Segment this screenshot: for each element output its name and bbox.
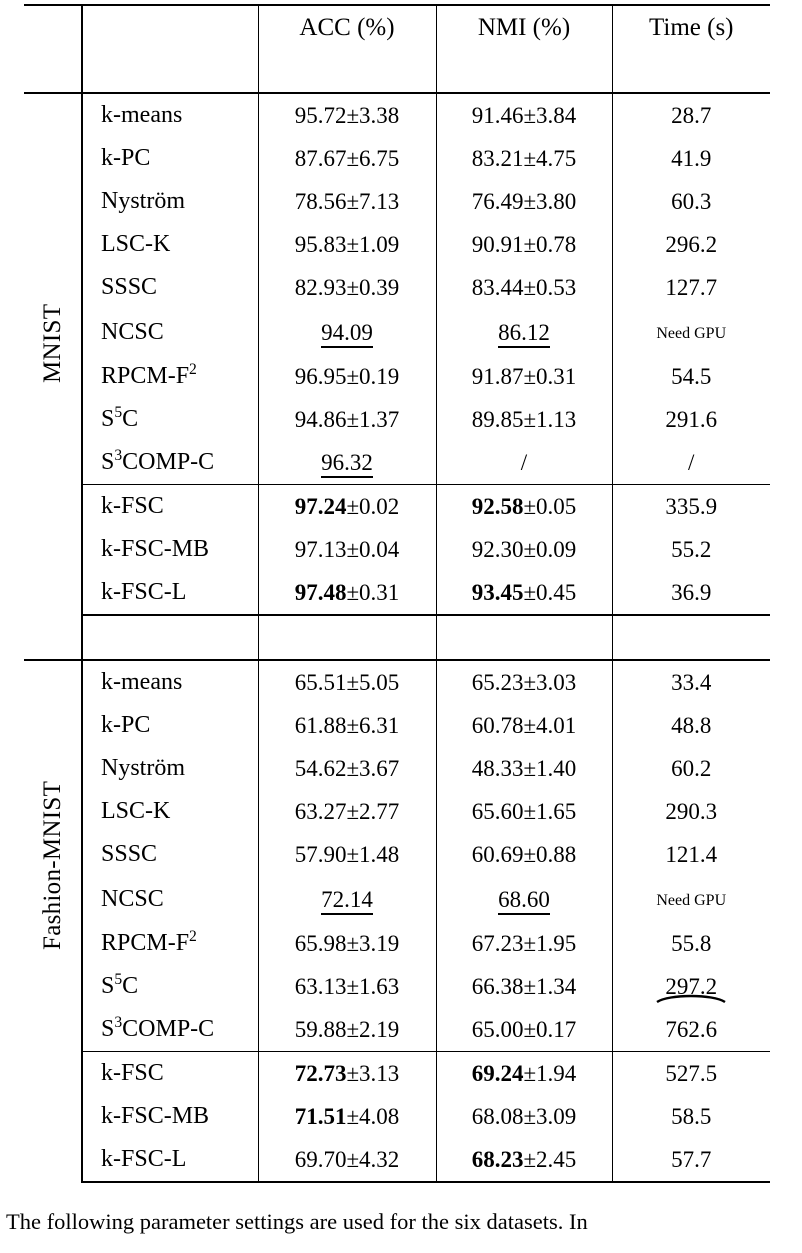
nmi-value: 93.45±0.45	[436, 571, 612, 615]
table-row	[24, 660, 770, 704]
table-header-row	[24, 5, 770, 49]
acc-value: 96.32	[258, 441, 436, 485]
rule-segment	[24, 49, 82, 93]
time-value: 297.2	[665, 974, 718, 999]
method-label: k-FSC	[82, 1052, 258, 1096]
time-value: 58.5	[671, 1104, 712, 1129]
nmi-value: 86.12	[436, 309, 612, 355]
acc-value: 95.72±3.38	[258, 93, 436, 137]
nmi-value: 60.69±0.88	[436, 833, 612, 876]
time-value: 55.2	[671, 537, 712, 562]
acc-value: 94.09	[258, 309, 436, 355]
method-label: LSC-K	[82, 223, 258, 266]
time-value: 54.5	[671, 364, 712, 389]
table-body	[24, 5, 770, 1182]
table-row	[24, 309, 770, 355]
acc-value: 97.24±0.02	[258, 485, 436, 529]
dataset-label: Fashion-MNIST	[39, 780, 66, 950]
table-row	[24, 223, 770, 266]
results-table	[24, 4, 770, 1183]
dataset-label-cell	[24, 660, 82, 1182]
table-row	[24, 790, 770, 833]
table-row	[24, 441, 770, 485]
time-value: 57.7	[612, 1138, 770, 1182]
acc-value: 63.13±1.63	[258, 965, 436, 1008]
table-row	[24, 965, 770, 1008]
time-value: Need GPU	[656, 892, 727, 909]
table-row	[24, 704, 770, 747]
method-label: $S^5C$	[82, 965, 258, 1008]
table-row	[24, 485, 770, 529]
acc-value: 65.51±5.05	[258, 660, 436, 704]
header-time: Time (s)	[612, 5, 770, 49]
header-dataset-col	[24, 5, 82, 49]
method-label: k-FSC-MB	[82, 528, 258, 571]
acc-value: 63.27±2.77	[258, 790, 436, 833]
table-row	[24, 180, 770, 223]
rule-segment	[436, 615, 612, 660]
nmi-value: 48.33±1.40	[436, 747, 612, 790]
time-value: 296.2	[665, 232, 718, 257]
time-value: 127.7	[665, 275, 718, 300]
nmi-value: 83.21±4.75	[436, 137, 612, 180]
table-row	[24, 833, 770, 876]
acc-value: 54.62±3.67	[258, 747, 436, 790]
nmi-value: 91.46±3.84	[436, 93, 612, 137]
nmi-value: 69.24±1.94	[436, 1052, 612, 1096]
acc-value: 57.90±1.48	[258, 833, 436, 876]
acc-value: 94.86±1.37	[258, 398, 436, 441]
method-label: k-FSC-MB	[82, 1095, 258, 1138]
caption-text: The following parameter settings are used for the six datasets. In	[6, 1209, 588, 1234]
table-row	[24, 1052, 770, 1096]
nmi-value: 68.23±2.45	[436, 1138, 612, 1182]
nmi-value: 68.08±3.09	[436, 1095, 612, 1138]
table-row	[24, 1008, 770, 1052]
acc-value: 97.48±0.31	[258, 571, 436, 615]
table-row	[24, 266, 770, 309]
method-label: k-means	[82, 93, 258, 137]
method-label: NCSC	[82, 309, 258, 355]
method-label: $S^5C$	[82, 398, 258, 441]
time-value: 36.9	[612, 571, 770, 615]
nmi-value: 66.38±1.34	[436, 965, 612, 1008]
table-row	[24, 93, 770, 137]
table-row	[24, 137, 770, 180]
acc-value: 72.14	[258, 876, 436, 922]
nmi-value: 83.44±0.53	[436, 266, 612, 309]
method-label: RPCM-$F^2$	[82, 355, 258, 398]
method-label: k-PC	[82, 137, 258, 180]
acc-value: 72.73±3.13	[258, 1052, 436, 1096]
nmi-value: 65.23±3.03	[436, 660, 612, 704]
method-label: SSSC	[82, 833, 258, 876]
nmi-value: 76.49±3.80	[436, 180, 612, 223]
acc-value: 97.13±0.04	[258, 528, 436, 571]
nmi-value: 68.60	[436, 876, 612, 922]
nmi-value: 91.87±0.31	[436, 355, 612, 398]
nmi-value: 65.60±1.65	[436, 790, 612, 833]
time-value: 291.6	[665, 407, 718, 432]
nmi-value: /	[436, 441, 612, 485]
method-label: k-FSC	[82, 485, 258, 529]
table-row	[24, 747, 770, 790]
method-label: k-FSC-L	[82, 571, 258, 615]
header-double-rule	[24, 49, 770, 93]
rule-segment	[258, 49, 436, 93]
table-row	[24, 1095, 770, 1138]
rule-segment	[82, 615, 258, 660]
method-label: LSC-K	[82, 790, 258, 833]
time-value: 762.6	[612, 1008, 770, 1052]
time-value: 527.5	[665, 1061, 718, 1086]
dataset-label-cell	[24, 93, 82, 615]
acc-value: 96.95±0.19	[258, 355, 436, 398]
acc-value: 71.51±4.08	[258, 1095, 436, 1138]
method-label: $S^3COMP-C$	[82, 1008, 258, 1052]
time-value: Need GPU	[656, 325, 727, 342]
header-method-col	[82, 5, 258, 49]
nmi-value: 89.85±1.13	[436, 398, 612, 441]
method-label: k-FSC-L	[82, 1138, 258, 1182]
nmi-value: 60.78±4.01	[436, 704, 612, 747]
method-label: SSSC	[82, 266, 258, 309]
time-value: 290.3	[665, 799, 718, 824]
acc-value: 95.83±1.09	[258, 223, 436, 266]
rule-segment	[612, 615, 770, 660]
rule-segment	[24, 615, 82, 660]
method-label: $S^3COMP-C$	[82, 441, 258, 485]
acc-value: 59.88±2.19	[258, 1008, 436, 1052]
table-row	[24, 528, 770, 571]
time-value: 33.4	[671, 670, 712, 695]
time-value: 55.8	[671, 931, 712, 956]
acc-value: 87.67±6.75	[258, 137, 436, 180]
table-row	[24, 398, 770, 441]
acc-value: 61.88±6.31	[258, 704, 436, 747]
rule-segment	[82, 49, 258, 93]
dataset-label: MNIST	[39, 303, 66, 383]
table-row	[24, 571, 770, 615]
time-value: 41.9	[671, 146, 712, 171]
acc-value: 78.56±7.13	[258, 180, 436, 223]
block-double-rule	[24, 615, 770, 660]
header-acc: ACC (%)	[258, 5, 436, 49]
time-value: 60.3	[671, 189, 712, 214]
nmi-value: 90.91±0.78	[436, 223, 612, 266]
method-label: Nyström	[82, 747, 258, 790]
table-row	[24, 355, 770, 398]
acc-value: 65.98±3.19	[258, 922, 436, 965]
time-value: 28.7	[671, 103, 712, 128]
table-row	[24, 1138, 770, 1182]
rule-segment	[612, 49, 770, 93]
header-nmi: NMI (%)	[436, 5, 612, 49]
method-label: NCSC	[82, 876, 258, 922]
method-label: Nyström	[82, 180, 258, 223]
acc-value: 69.70±4.32	[258, 1138, 436, 1182]
acc-value: 82.93±0.39	[258, 266, 436, 309]
time-value: 121.4	[665, 842, 718, 867]
time-value: 60.2	[671, 756, 712, 781]
method-label: RPCM-$F^2$	[82, 922, 258, 965]
time-value: /	[612, 441, 770, 485]
rule-segment	[258, 615, 436, 660]
nmi-value: 92.58±0.05	[436, 485, 612, 529]
table-row	[24, 922, 770, 965]
method-label: k-means	[82, 660, 258, 704]
nmi-value: 67.23±1.95	[436, 922, 612, 965]
method-label: k-PC	[82, 704, 258, 747]
time-value: 48.8	[671, 713, 712, 738]
table-row	[24, 876, 770, 922]
nmi-value: 65.00±0.17	[436, 1008, 612, 1052]
time-value: 335.9	[665, 494, 718, 519]
rule-segment	[436, 49, 612, 93]
nmi-value: 92.30±0.09	[436, 528, 612, 571]
